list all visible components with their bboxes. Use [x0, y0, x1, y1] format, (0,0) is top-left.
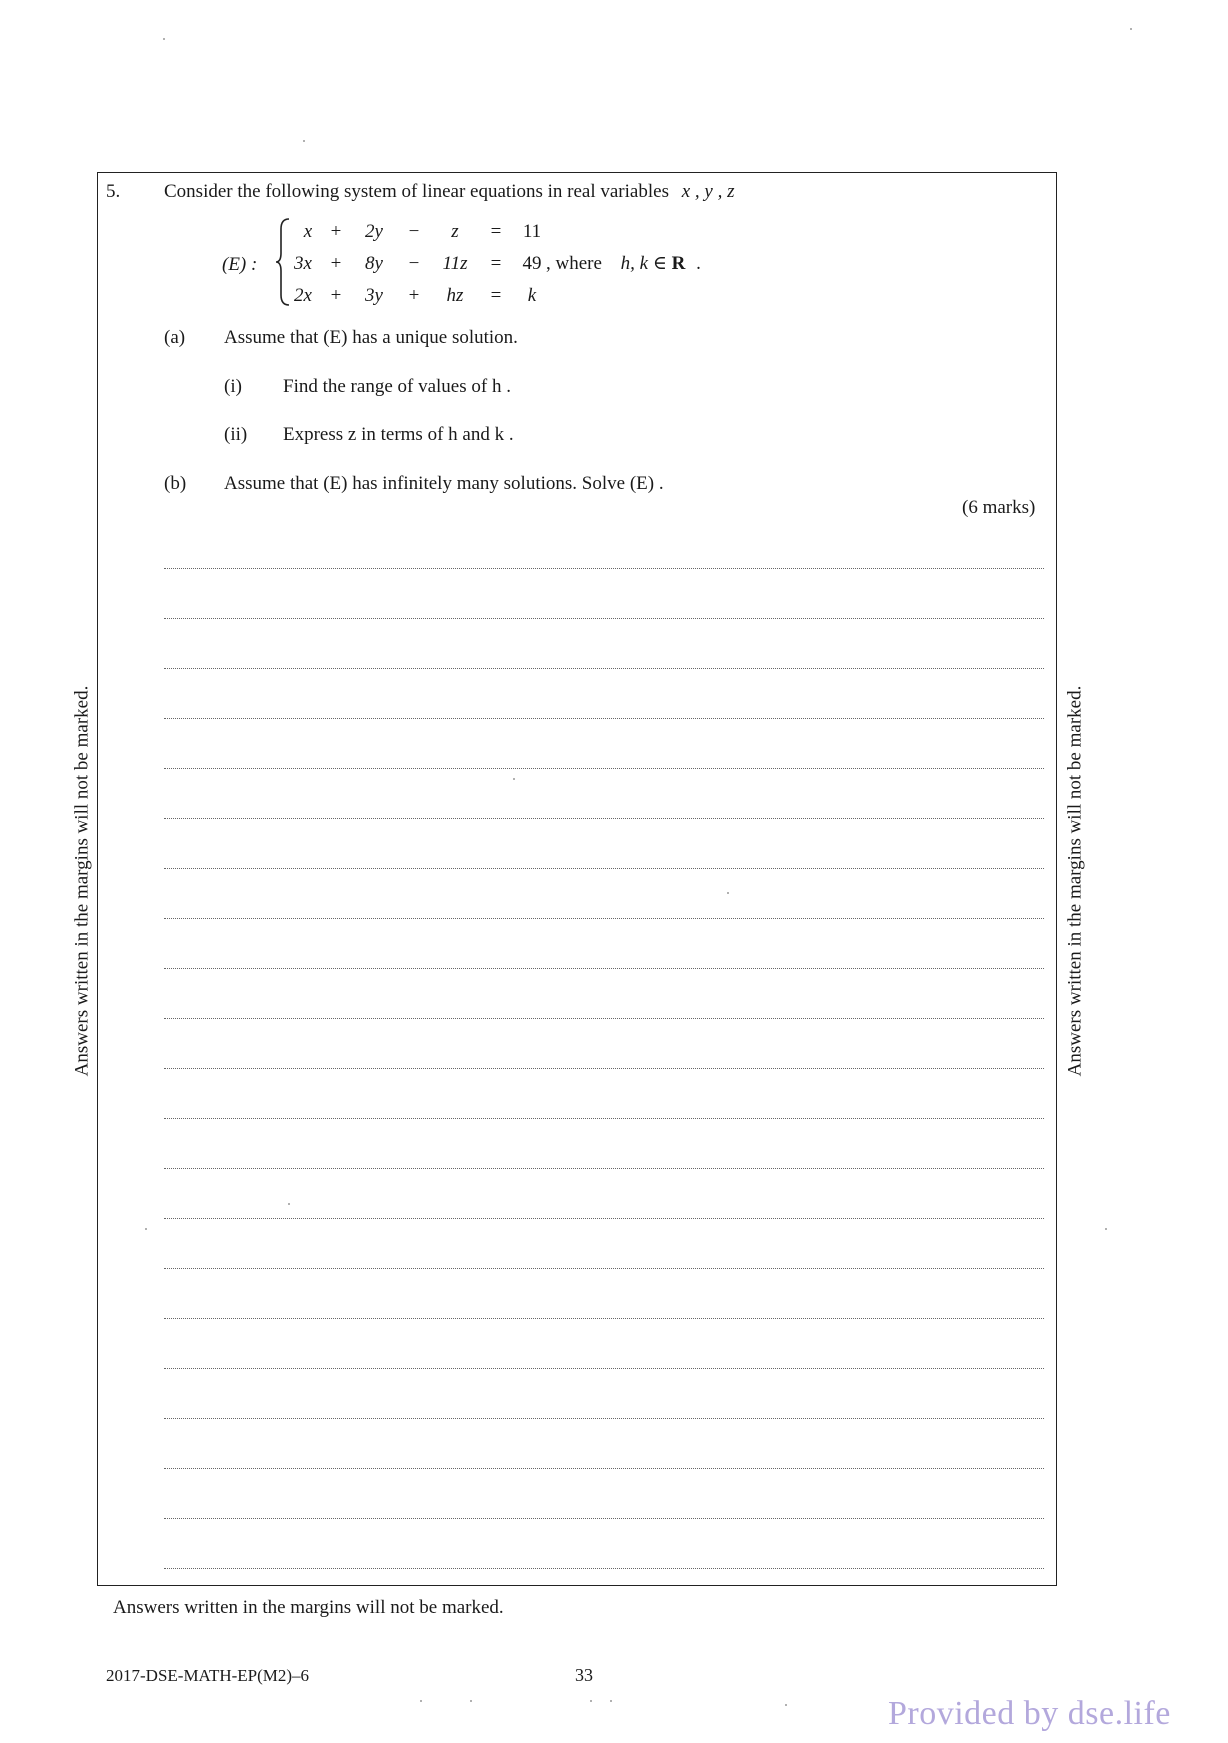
- answer-line: [164, 668, 1044, 669]
- answer-line: [164, 818, 1044, 819]
- paper-code: 2017-DSE-MATH-EP(M2)–6: [106, 1666, 310, 1685]
- answer-line: [164, 768, 1044, 769]
- question-number: 5.: [106, 181, 121, 202]
- answer-line: [164, 1118, 1044, 1119]
- scan-speck: [163, 38, 165, 40]
- answer-line: [164, 968, 1044, 969]
- answer-line: [164, 1568, 1044, 1569]
- answer-line: [164, 618, 1044, 619]
- answer-line: [164, 1518, 1044, 1519]
- part-b-text: Assume that (E) has infinitely many solutions. Solve (E) .: [224, 473, 664, 494]
- scan-speck: [1130, 28, 1132, 30]
- answer-line: [164, 1218, 1044, 1219]
- question-variables: x , y , z: [681, 181, 735, 202]
- scan-speck: [145, 1228, 147, 1230]
- answer-line: [164, 718, 1044, 719]
- answer-line: [164, 1418, 1044, 1419]
- scan-speck: [513, 778, 515, 780]
- part-a-i-label: (i): [224, 376, 242, 397]
- scan-speck: [1105, 1228, 1107, 1230]
- system-label: (E) :: [222, 254, 258, 275]
- answer-line: [164, 1318, 1044, 1319]
- part-a-i-text: Find the range of values of h .: [283, 376, 511, 397]
- part-a-label: (a): [164, 327, 186, 348]
- margin-note-bottom: Answers written in the margins will not be marked.: [113, 1597, 504, 1618]
- answer-line: [164, 1368, 1044, 1369]
- answer-line: [164, 1168, 1044, 1169]
- scan-speck: [420, 1700, 422, 1702]
- scan-speck: [288, 1203, 290, 1205]
- scan-speck: [610, 1700, 612, 1702]
- answer-line: [164, 1468, 1044, 1469]
- where-clause: , where h, k ∈ R .: [546, 253, 701, 274]
- scan-speck: [590, 1700, 592, 1702]
- scan-speck: [727, 892, 729, 894]
- part-a-ii-text: Express z in terms of h and k .: [283, 424, 514, 445]
- margin-note-right: Answers written in the margins will not be marked.: [1064, 685, 1086, 1077]
- question-intro: Consider the following system of linear equations in real variables x , y , z: [164, 181, 735, 202]
- answer-line: [164, 1018, 1044, 1019]
- scan-speck: [785, 1704, 787, 1706]
- part-a-ii-label: (ii): [224, 424, 248, 445]
- answer-line: [164, 918, 1044, 919]
- part-a-text: Assume that (E) has a unique solution.: [224, 327, 518, 348]
- margin-note-left: Answers written in the margins will not be marked.: [71, 685, 93, 1077]
- marks-label: (6 marks): [962, 497, 1036, 518]
- page-number: 33: [575, 1665, 593, 1685]
- answer-line: [164, 1068, 1044, 1069]
- answer-line: [164, 868, 1044, 869]
- answer-line: [164, 1268, 1044, 1269]
- watermark: Provided by dse.life: [888, 1695, 1171, 1732]
- scan-speck: [303, 140, 305, 142]
- part-b-label: (b): [164, 473, 187, 494]
- answer-line: [164, 568, 1044, 569]
- scan-speck: [470, 1700, 472, 1702]
